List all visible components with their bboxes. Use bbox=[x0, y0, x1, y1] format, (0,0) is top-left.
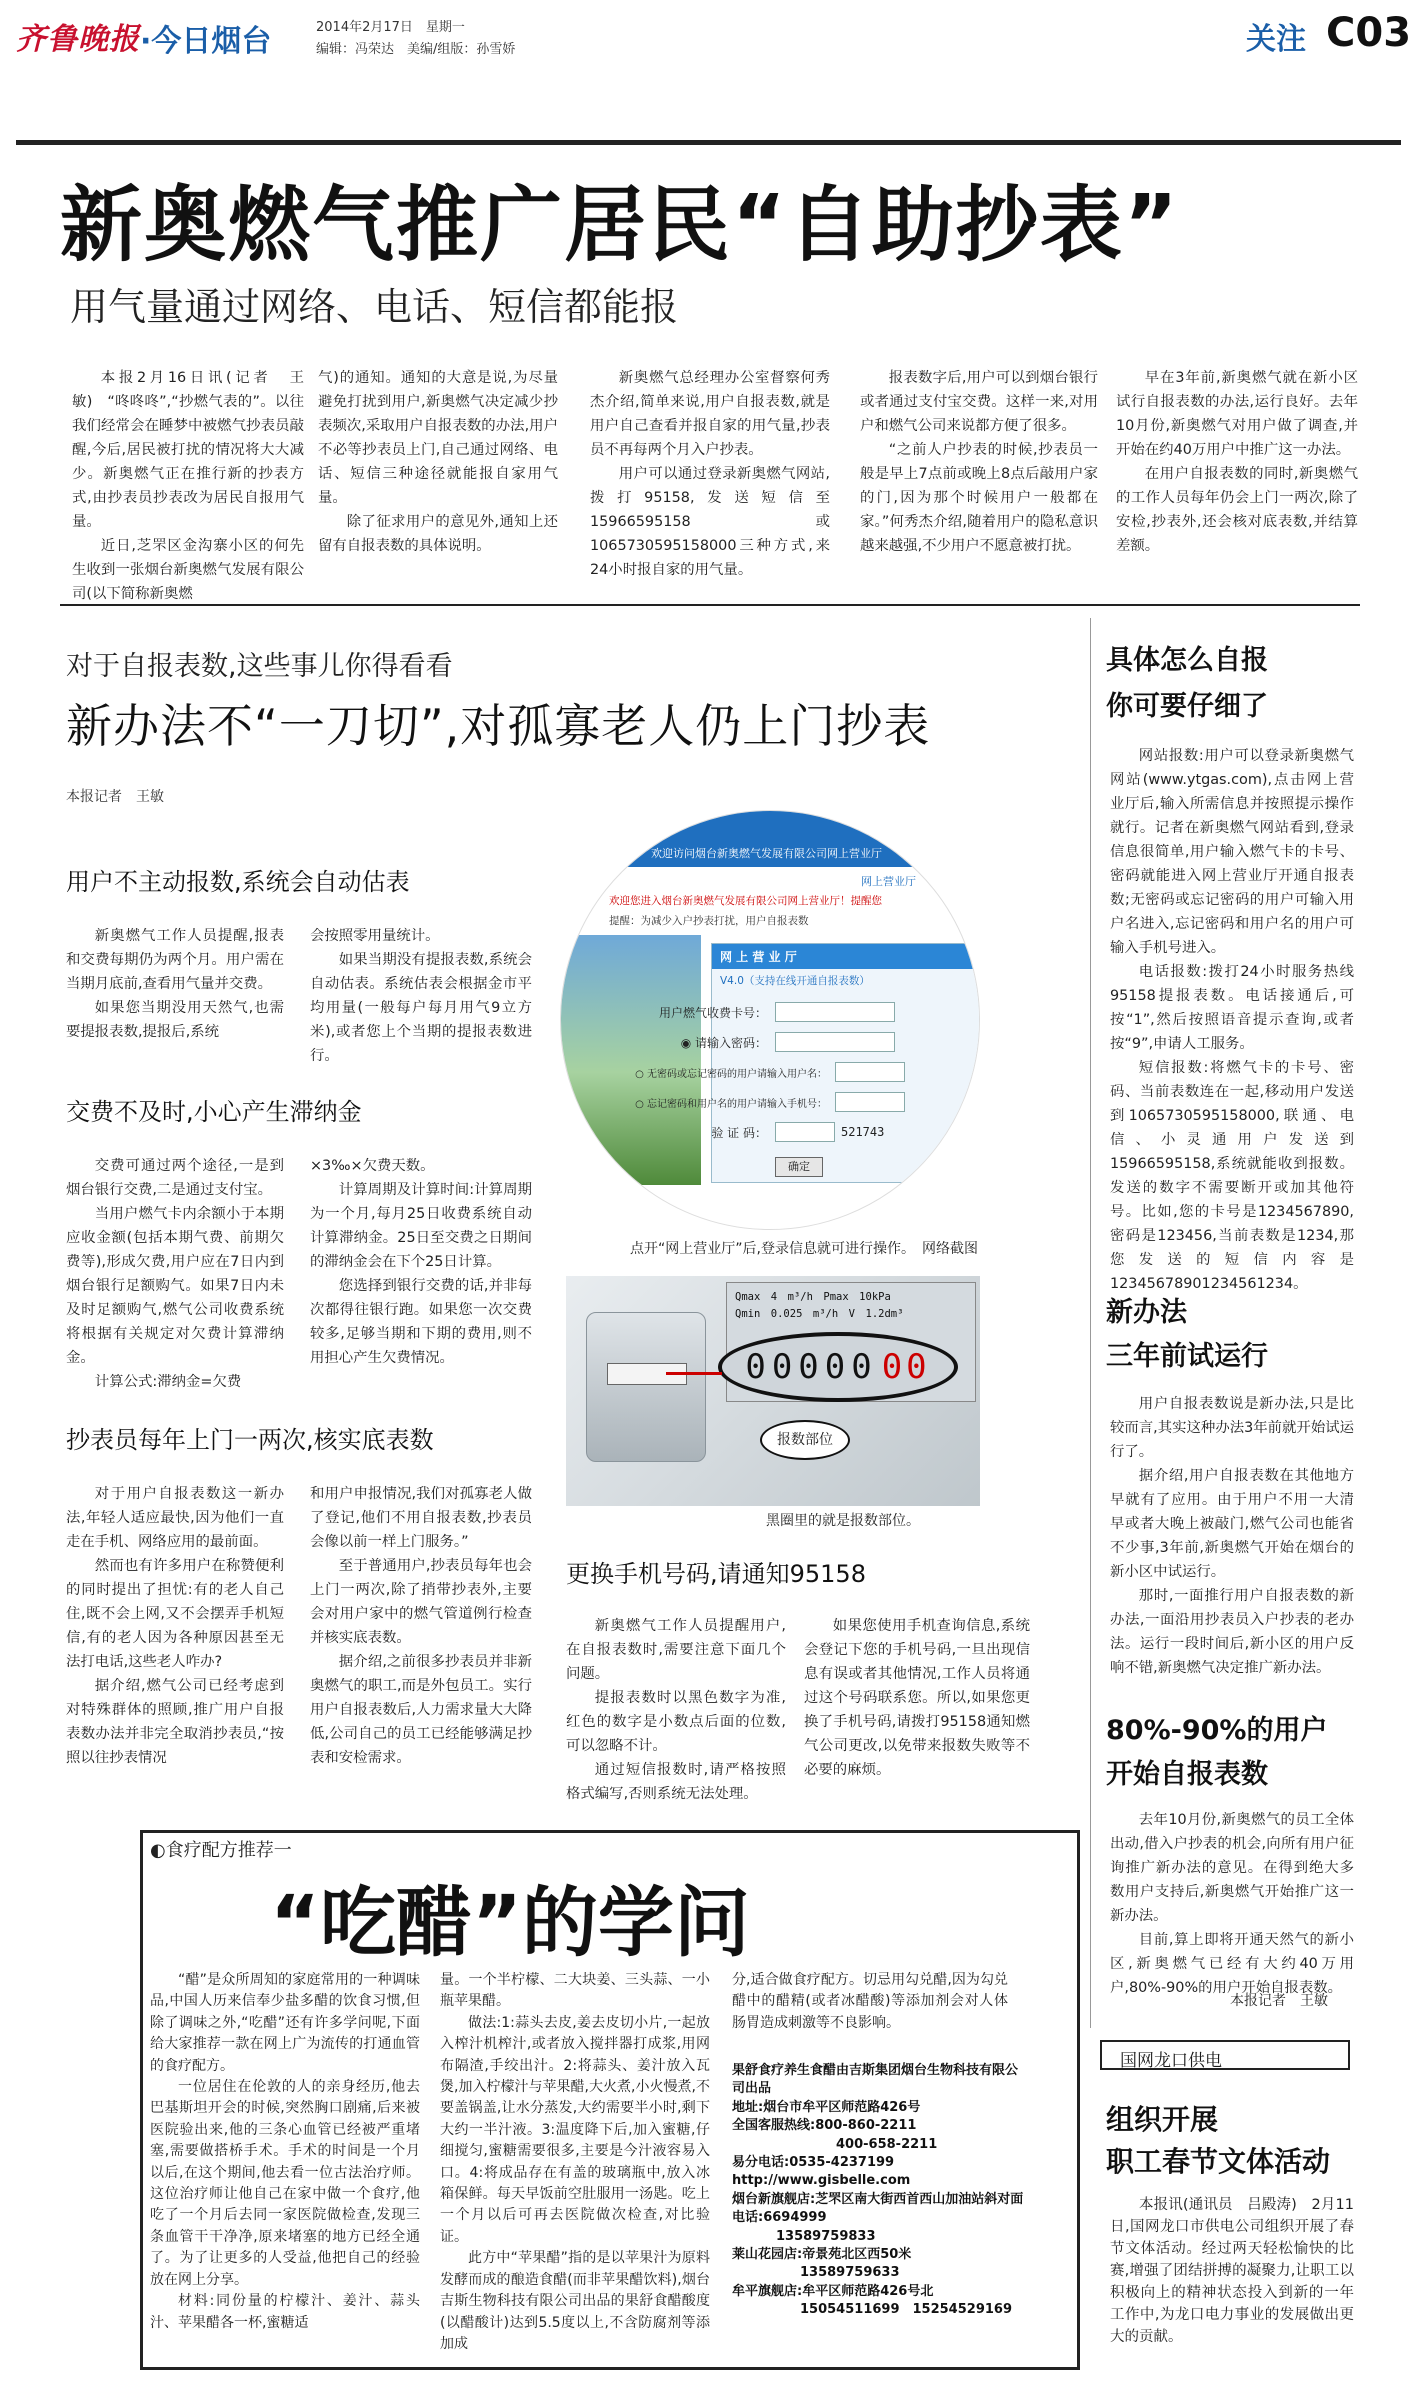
password-radio[interactable]: ◉ bbox=[680, 1035, 695, 1050]
password-row: ◉ 请输入密码： bbox=[575, 1027, 905, 1057]
portal-site-title: 欢迎访问烟台新奥燃气发展有限公司网上营业厅 bbox=[651, 847, 882, 860]
sidebar-divider bbox=[1090, 618, 1091, 2028]
portal-notice-1: 欢迎您进入烟台新奥燃气发展有限公司网上营业厅！提醒您 bbox=[609, 895, 882, 907]
screenshot-caption: 点开“网上营业厅”后,登录信息就可进行操作。 网络截图 bbox=[630, 1241, 978, 1257]
s4-col-1: 新奥燃气工作人员提醒用户,在自报表数时,需要注意下面几个问题。 提报表数时以黑色数字为准,红色的数字是小数点后面的位数,可以忽略不计。 通过短信报数时,请严格按照格式编写,否则系统无法处理。 bbox=[566, 1618, 786, 1802]
second-headline: 新办法不“一刀切”,对孤寡老人仍上门抄表 bbox=[66, 699, 931, 753]
portal-form bbox=[575, 997, 905, 1147]
top-rule bbox=[16, 140, 1401, 145]
side-t3a: 80%-90%的用户 bbox=[1106, 1715, 1328, 1746]
longkou-label: 国网龙口供电 bbox=[1120, 2051, 1222, 2071]
s3-title: 抄表员每年上门一两次,核实底表数 bbox=[66, 1426, 434, 1454]
meter-spec-2: Qmin 0.025 m³/h V 1.2dm³ bbox=[735, 1308, 904, 1320]
longkou-body: 本报讯(通讯员 吕殿涛) 2月11日,国网龙口市供电公司组织开展了春节文体活动。经过两天轻松愉快的比赛,增强了团结拼搏的凝聚力,让职工以积极向上的精神状态投入到新的一年工作中,为龙口电力事业的发展做出更大的贡献。 bbox=[1110, 2197, 1354, 2345]
meter-red-digits: 00 bbox=[881, 1347, 931, 1387]
lead-col-3: 新奥燃气总经理办公室督察何秀杰介绍,简单来说,用户自报表数,就是用户自己查看并报自家的用气量,抄表员不再每两个月入户抄表。 用户可以通过登录新奥燃气网站,拨打95158,发送短信至15966595158或1065730595158000三种方式,来24小时报自家的用气量。 bbox=[590, 370, 830, 578]
vinegar-label: ◐食疗配方推荐一 bbox=[150, 1840, 292, 1861]
s2-title: 交费不及时,小心产生滞纳金 bbox=[66, 1098, 362, 1126]
portal-screenshot bbox=[560, 810, 980, 1230]
s1-col-2: 会按照零用量统计。 如果当期没有提报表数,系统会自动估表。系统估表会根据金市平均用量(一般每户每月用气9立方米),或者您上个当期的提报表数进行。 bbox=[310, 928, 532, 1064]
portal-header bbox=[561, 811, 980, 867]
s3-col-2: 和用户申报情况,我们对孤寡老人做了登记,他们不用自报表数,抄表员会像以前一样上门服务。” 至于普通用户,抄表员每年也会上门一两次,除了捎带抄表外,主要会对用户家中的燃气管道例行检查并核实底表数。 据介绍,之前很多抄表员并非新奥燃气的职工,而是外包员工。实行用户自报表数后,人力需求量大大降低,公司自己的员工已经能够满足抄表和安检需求。 bbox=[310, 1486, 532, 1766]
vinegar-col-3: 分,适合做食疗配方。切忌用勾兑醋,因为勾兑醋中的醋精(或者冰醋酸)等添加剂会对人体肠胃造成刺激等不良影响。 bbox=[732, 1972, 1008, 2031]
side-p1: 网站报数:用户可以登录新奥燃气网站(www.ytgas.com),点击网上营业厅后,输入所需信息并按照提示操作就行。记者在新奥燃气网站看到,登录信息很简单,用户输入燃气卡的卡号、密码就能进入网上营业厅开通自报表数;无密码或忘记密码的用户可输入用户名进入,忘记密码和用户名的用户可输入手机号进入。 电话报数:拨打24小时服务热线95158提报表数。电话接通后,可按“1”,然后按照语音提示查询,或者按“9”,申请人工服务。 短信报数:将燃气卡的卡号、密码、当前表数连在一起,移动用户发送到1065730595158000,联通、电信、小灵通用户发送到15966595158,系统就能收到报数。发送的数字不需要断开或加其他符号。比如,您的卡号是1234567890,密码是123456,当前表数是1234,那您发送的短信内容是12345678901234561234。 bbox=[1110, 748, 1354, 1292]
s4-col-2: 如果您使用手机查询信息,系统会登记下您的手机号码,一旦出现信息有误或者其他情况,工作人员将通过这个号码联系您。所以,如果您更换了手机号码,请拨打95158通知燃气公司更改,以免带来报数失败等不必要的麻烦。 bbox=[804, 1618, 1030, 1778]
phone-row: ○ 忘记密码和用户名的用户请输入手机号： bbox=[575, 1087, 905, 1117]
lead-col-1: 本报2月16日讯(记者 王敏) “咚咚咚”,“抄燃气表的”。以往我们经常会在睡梦中被燃气抄表员敲醒,今后,居民被打扰的情况将大大减少。新奥燃气正在推行新的抄表方式,由抄表员抄表改为居民自报用气量。 近日,芝罘区金沟寨小区的何先生收到一张烟台新奥燃气发展有限公司(以下简称新奥燃 bbox=[72, 370, 304, 602]
s1-title: 用户不主动报数,系统会自动估表 bbox=[66, 868, 410, 896]
portal-nav-label: 网上营业厅 bbox=[861, 875, 916, 888]
longkou-title-1: 组织开展 bbox=[1106, 2103, 1219, 2136]
username-row: ○ 无密码或忘记密码的用户请输入用户名： bbox=[575, 1057, 905, 1087]
vinegar-ad: 果舒食疗养生食醋由吉斯集团烟台生物科技有限公司出品 地址:烟台市牟平区师范路426号 全国客服热线:800-860-2211 400-658-2211 易分电话:0535-4237199 http://www.gisbelle.com 烟台新旗舰店:芝罘区南大街西首西山加油站斜对面 电话:6694999 13589759833 莱山花园店:帝景苑北区西50米 13589759633 牟平旗舰店:牟平区师范路426号北 15054511699 15254529169 bbox=[732, 2062, 1028, 2320]
card-number-input[interactable] bbox=[775, 1002, 895, 1022]
portal-version: V4.0（支持在线开通自报表数） bbox=[720, 975, 870, 987]
lead-col-5: 早在3年前,新奥燃气就在新小区试行自报表数的办法,运行良好。去年10月份,新奥燃气对用户做了调查,并开始在约40万用户中推广这一办法。 在用户自报表数的同时,新奥燃气的工作人员每年仍会上门一两次,除了安检,抄表外,还会核对底表数,并结算差额。 bbox=[1116, 370, 1358, 554]
vinegar-col-2: 量。一个半柠檬、二大块姜、三头蒜、一小瓶苹果醋。 做法:1:蒜头去皮,姜去皮切小片,一起放入榨汁机榨汁,或者放入搅拌器打成浆,用网布隔渣,手绞出汁。2:将蒜头、姜汁放入瓦煲,加入柠檬汁与苹果醋,大火煮,小火慢煮,不要盖锅盖,让水分蒸发,大约需要半小时,剩下大约一半汁液。3:温度降下后,加入蜜糖,仔细搅匀,蜜糖需要很多,主要是今汁液容易入口。4:将成品存在有盖的玻璃瓶中,放入冰箱保鲜。每天早饭前空肚服用一汤匙。吃上一个月以后可再去医院做次检查,对比验证。 此方中“苹果醋”指的是以苹果汁为原料发酵而成的酿造食醋(而非苹果醋饮料),烟台吉斯生物科技有限公司出品的果舒食醋酸度(以醋酸计)达到5.5度以上,不含防腐剂等添加成 bbox=[440, 1972, 710, 2352]
s2-col-1: 交费可通过两个途径,一是到烟台银行交费,二是通过支付宝。 当用户燃气卡内余额小于本期应收金额(包括本期气费、前期欠费等),形成欠费,用户应在7日内到烟台银行足额购气。如果7日内未及时足额购气,燃气公司收费系统将根据有关规定对欠费计算滞纳金。 计算公式:滞纳金=欠费 bbox=[66, 1158, 284, 1390]
side-t2a: 新办法 bbox=[1106, 1297, 1187, 1328]
edition-name: ·今日烟台 bbox=[140, 24, 272, 59]
side-p3: 去年10月份,新奥燃气的员工全体出动,借入户抄表的机会,向所有用户征询推广新办法的意见。在得到绝大多数用户支持后,新奥燃气开始推广这一新办法。 目前,算上即将开通天然气的新小区,新奥燃气已经有大约40万用户,80%-90%的用户开始自报表数。 bbox=[1110, 1812, 1354, 1996]
side-t3b: 开始自报表数 bbox=[1106, 1759, 1268, 1790]
meter-digit-window bbox=[718, 1332, 958, 1402]
phone-radio[interactable]: ○ bbox=[635, 1098, 647, 1110]
meter-spec-1: Qmax 4 m³/h Pmax 10kPa bbox=[735, 1291, 891, 1303]
issue-date: 2014年2月17日 星期一 bbox=[316, 20, 465, 35]
lead-col-2: 气)的通知。通知的大意是说,为尽量避免打扰到用户,新奥燃气决定减少抄表频次,采取用户自报表数的办法,用户不必等抄表员上门,自己通过网络、电话、短信三种途径就能报自家用气量。 除了征求用户的意见外,通知上还留有自报表数的具体说明。 bbox=[318, 370, 558, 554]
card-number-row: 用户燃气收费卡号： bbox=[575, 997, 905, 1027]
vinegar-ad-website[interactable]: http://www.gisbelle.com bbox=[732, 2173, 911, 2189]
vinegar-label-icon: ◐ bbox=[150, 1840, 166, 1861]
editors: 编辑：冯荣达 美编/组版：孙雪娇 bbox=[316, 42, 516, 57]
meter-arrow bbox=[666, 1372, 722, 1375]
section-name: 关注 bbox=[1246, 22, 1306, 57]
lead-subhead: 用气量通过网络、电话、短信都能报 bbox=[70, 285, 679, 329]
side-t2b: 三年前试运行 bbox=[1106, 1341, 1268, 1372]
side-byline: 本报记者 王敏 bbox=[1230, 1993, 1328, 2009]
s2-col-2: ×3‰×欠费天数。 计算周期及计算时间:计算周期为一个月,每月25日收费系统自动计算滞纳金。25日至交费之日期间的滞纳金会在下个25日计算。 您选择到银行交费的话,并非每次都得往银行跑。如果您一次交费较多,足够当期和下期的费用,则不用担心产生欠费情况。 bbox=[310, 1158, 532, 1366]
meter-label-callout bbox=[760, 1420, 850, 1460]
vinegar-col-1: “醋”是众所周知的家庭常用的一种调味品,中国人历来信奉少盐多醋的饮食习惯,但除了调味之外,“吃醋”还有许多学问呢,下面给大家推荐一款在网上广为流传的打通血管的食疗配方。 一位居住在伦敦的人的亲身经历,他去巴基斯坦开会的时候,突然胸口剧痛,后来被医院验出来,他的三条心血管已经被严重堵塞,需要做搭桥手术。手术的时间是一个月以后,在这个期间,他去看一位古法治疗师。这位治疗师让他自己在家中做一个食疗,他吃了一个月后去同一家医院做检查,发现三条血管干干净净,原来堵塞的地方已经全通了。为了让更多的人受益,他把自己的经验放在网上分享。 材料:同份量的柠檬汁、姜汁、蒜头汁、苹果醋各一杯,蜜糖适 bbox=[150, 1972, 420, 2331]
page-code: C03 bbox=[1326, 10, 1412, 56]
meter-label: 报数部位 bbox=[777, 1432, 833, 1448]
longkou-label-box bbox=[1100, 2040, 1350, 2070]
portal-submit-button[interactable]: 确定 bbox=[775, 1157, 823, 1177]
second-kicker: 对于自报表数,这些事儿你得看看 bbox=[66, 651, 453, 682]
portal-notice-2: 提醒：为减少入户抄表打扰，用户自报表数 bbox=[609, 915, 809, 927]
side-p2: 用户自报表数说是新办法,只是比较而言,其实这种办法3年前就开始试运行了。 据介绍,用户自报表数在其他地方早就有了应用。由于用户不用一大清早或者大晚上被敲门,燃气公司也能省不少事,3年前,新奥燃气开始在烟台的新小区中试运行。 那时,一面推行用户自报表数的新办法,一面沿用抄表员入户抄表的老办法。运行一段时间后,新小区的用户反响不错,新奥燃气决定推广新办法。 bbox=[1110, 1396, 1354, 1676]
lead-headline: 新奥燃气推广居民“自助抄表” bbox=[60, 178, 1180, 273]
s1-col-1: 新奥燃气工作人员提醒,报表和交费每期仍为两个月。用户需在当期月底前,查看用气量并交费。 如果您当期没用天然气,也需要提报表数,提报后,系统 bbox=[66, 928, 284, 1040]
meter-photo bbox=[566, 1276, 980, 1506]
meter-body bbox=[586, 1312, 706, 1462]
s3-col-1: 对于用户自报表数这一新办法,年轻人适应最快,因为他们一直走在手机、网络应用的最前面。 然而也有许多用户在称赞便利的同时提出了担忧:有的老人自己住,既不会上网,又不会摆弄手机短信,有的老人因为各种原因甚至无法打电话,这些老人咋办? 据介绍,燃气公司已经考虑到对特殊群体的照顾,推广用户自报表数办法并非完全取消抄表员,“按照以往抄表情况 bbox=[66, 1486, 284, 1766]
username-radio[interactable]: ○ bbox=[635, 1068, 647, 1080]
meter-caption: 黑圈里的就是报数部位。 bbox=[766, 1513, 920, 1529]
portal-panel-title: 网 上 营 业 厅 bbox=[712, 944, 980, 969]
side-t1b: 你可要仔细了 bbox=[1106, 691, 1268, 722]
masthead bbox=[16, 0, 1412, 70]
lead-bottom-rule bbox=[60, 604, 1360, 606]
second-byline: 本报记者 王敏 bbox=[66, 789, 164, 805]
longkou-title-2: 职工春节文体活动 bbox=[1106, 2145, 1331, 2178]
captcha-input[interactable] bbox=[775, 1122, 835, 1142]
s4-title: 更换手机号码,请通知95158 bbox=[566, 1560, 866, 1588]
vinegar-headline: “吃醋”的学问 bbox=[270, 1878, 750, 1967]
password-input[interactable] bbox=[775, 1032, 895, 1052]
lead-col-4: 报表数字后,用户可以到烟台银行或者通过支付宝交费。这样一来,对用户和燃气公司来说都方便了很多。 “之前人户抄表的时候,抄表员一般是早上7点前或晚上8点后敲用户家的门,因为那个时候用户一般都在家。”何秀杰介绍,随着用户的隐私意识越来越强,不少用户不愿意被打扰。 bbox=[860, 370, 1098, 554]
username-input[interactable] bbox=[835, 1062, 905, 1082]
captcha-code: 521743 bbox=[841, 1125, 885, 1139]
paper-name: 齐鲁晚报 bbox=[16, 22, 140, 57]
phone-input[interactable] bbox=[835, 1092, 905, 1112]
meter-black-digits: 00000 bbox=[745, 1347, 878, 1387]
captcha-row: 验 证 码： 521743 bbox=[575, 1117, 905, 1147]
side-t1a: 具体怎么自报 bbox=[1106, 645, 1268, 676]
